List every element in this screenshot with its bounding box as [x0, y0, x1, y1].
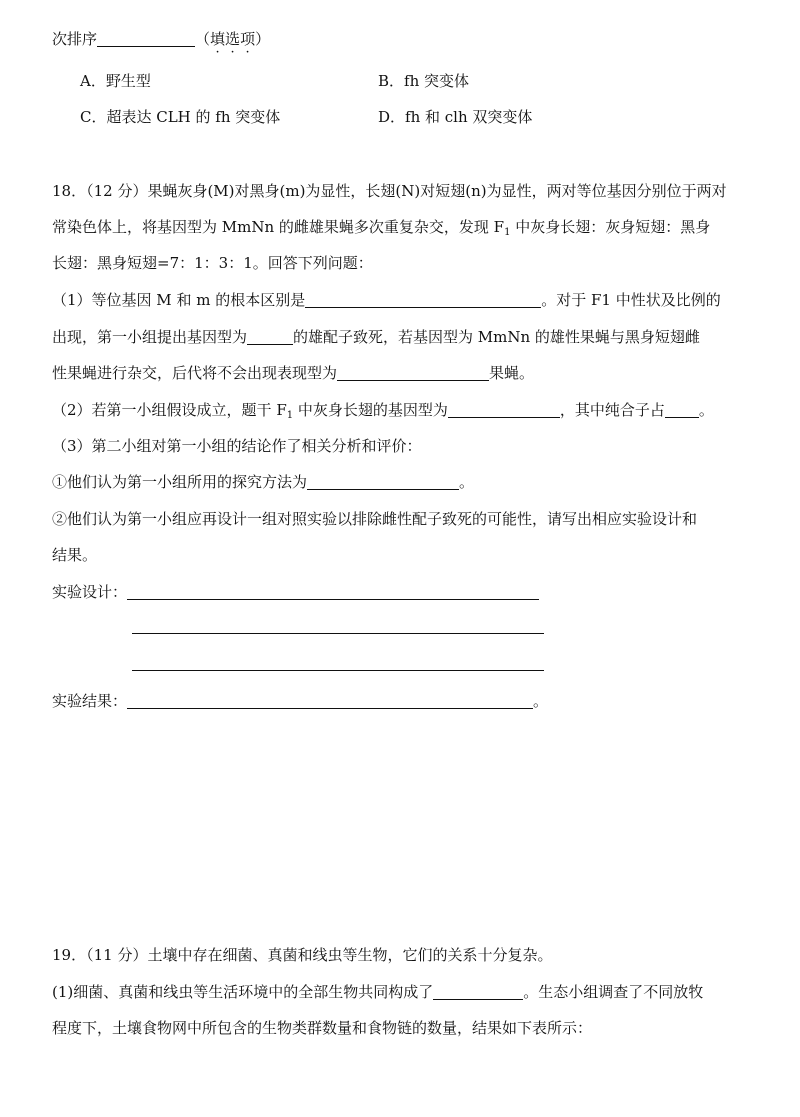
q18-design-row-3 — [132, 654, 544, 672]
q18-part3-heading: （3）第二小组对第一小组的结论作了相关分析和评价： — [52, 437, 422, 455]
q18-part2-blank-1[interactable] — [448, 402, 560, 418]
q18-part1-text-c-b: 的雄配子致死，若基因型为 MmNn 的雄性果蝇与黑身短翅雌 — [293, 328, 700, 346]
q18-part1-line-1 — [52, 289, 721, 310]
q17-option-c: C．超表达 CLH 的 fh 突变体 — [80, 108, 281, 126]
q18-stem-line-1: 18．（12 分）果蝇灰身(M)对黑身(m)为显性，长翅(N)对短翅(n)为显性，两对等位基因分别位于两对 — [52, 182, 727, 200]
q18-part1-line-2 — [52, 326, 700, 347]
q17-paren-open: （ — [195, 30, 211, 48]
q18-stem-line-2-a: 常染色体上，将基因型为 MmNn 的雌雄果蝇多次重复杂交，发现 F — [52, 218, 505, 236]
q18-part3-item-1-text: ①他们认为第一小组所用的探究方法为 — [52, 473, 308, 491]
q18-part2-line — [52, 399, 714, 421]
q18-part3-item-1-end: 。 — [459, 473, 475, 491]
q18-part1-blank-1[interactable] — [305, 292, 541, 308]
q18-stem-line-2-b: 中灰身长翅：灰身短翅：黑身 — [510, 218, 711, 236]
q18-part3-item-1 — [52, 471, 474, 492]
q19-part1-text-a: (1)细菌、真菌和线虫等生活环境中的全部生物共同构成了 — [52, 983, 434, 1001]
q18-design-blank-2[interactable] — [132, 618, 544, 634]
q18-result-end: 。 — [533, 692, 549, 710]
q18-result-label: 实验结果： — [52, 692, 128, 710]
q18-part1-text-b: 。对于 F1 中性状及比例的 — [541, 291, 721, 309]
q17-dotted-char-1: 填 — [210, 30, 226, 48]
q18-part1-line-3 — [52, 362, 534, 383]
q18-part1-text-d-b: 果蝇。 — [489, 364, 535, 382]
q19-stem: 19．（11 分）土壤中存在细菌、真菌和线虫等生物，它们的关系十分复杂。 — [52, 946, 553, 964]
q17-tail-prefix: 次排序 — [52, 30, 98, 48]
q18-part2-text-c: ，其中纯合子占 — [559, 401, 665, 419]
q18-part3-item-2-line-1: ②他们认为第一小组应再设计一组对照实验以排除雌性配子致死的可能性，请写出相应实验设计和 — [52, 510, 698, 528]
q19-part1-line-2: 程度下，土壤食物网中所包含的生物类群数量和食物链的数量，结果如下表所示： — [52, 1019, 593, 1037]
q18-part2-text-a: （2）若第一小组假设成立，题干 F — [52, 401, 287, 419]
q18-design-blank-3[interactable] — [132, 655, 544, 671]
q18-part3-item-2-line-2: 结果。 — [52, 546, 98, 564]
q18-part1-text-d-a: 性果蝇进行杂交，后代将不会出现表现型为 — [52, 364, 338, 382]
q18-part3-blank-1[interactable] — [307, 474, 459, 490]
q18-part2-text-b: 中灰身长翅的基因型为 — [293, 401, 448, 419]
q18-part1-blank-2[interactable] — [247, 329, 293, 345]
q18-design-blank-1[interactable] — [127, 584, 539, 600]
q18-stem-line-2 — [52, 216, 710, 238]
q17-tail-line — [52, 28, 270, 49]
q18-design-row-2 — [132, 617, 544, 635]
q17-dotted-char-2: 选 — [225, 30, 241, 48]
q18-result-blank[interactable] — [127, 693, 533, 709]
q18-part1-blank-3[interactable] — [337, 365, 489, 381]
q18-part1-text-c-a: 出现，第一小组提出基因型为 — [52, 328, 248, 346]
q18-design-label: 实验设计： — [52, 583, 128, 601]
q17-option-d: D．fh 和 clh 双突变体 — [378, 108, 533, 126]
q19-part1-text-b: 。生态小组调查了不同放牧 — [523, 983, 704, 1001]
q18-stem-line-3: 长翅：黑身短翅=7：1：3：1。回答下列问题： — [52, 254, 373, 272]
q17-paren-close: ） — [255, 30, 271, 48]
q17-option-b: B．fh 突变体 — [378, 72, 470, 90]
q17-option-a: A．野生型 — [80, 72, 151, 90]
q17-answer-blank[interactable] — [97, 31, 195, 47]
q17-dotted-char-3: 项 — [240, 30, 256, 48]
q19-part1-blank[interactable] — [433, 984, 523, 1000]
q18-part2-text-d: 。 — [698, 401, 714, 419]
q18-stem-f1-sub: 1 — [504, 227, 511, 238]
q18-part2-f1-sub: 1 — [286, 410, 294, 421]
q18-part2-blank-2[interactable] — [665, 402, 699, 418]
q18-result-row — [52, 690, 548, 711]
q18-design-row — [52, 581, 539, 602]
q18-part1-text-a: （1）等位基因 M 和 m 的根本区别是 — [52, 291, 306, 309]
q19-part1-line-1 — [52, 981, 703, 1002]
